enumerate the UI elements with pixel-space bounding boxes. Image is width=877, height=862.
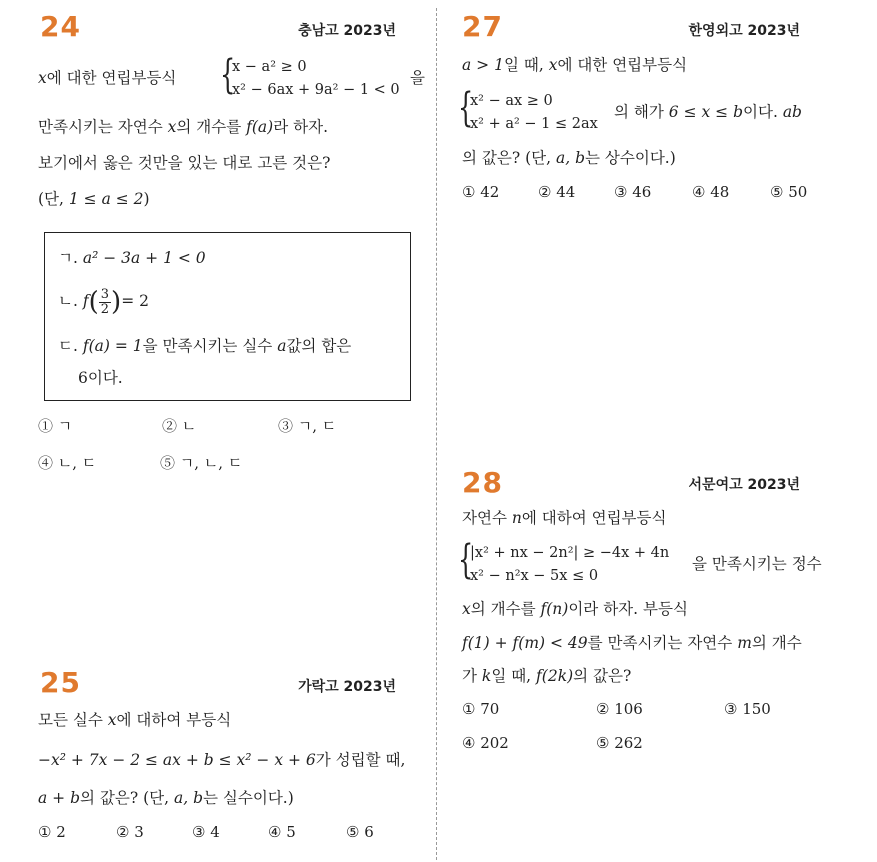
problem-source-24: 충남고 2023년 (298, 23, 396, 39)
p28-choice-4[interactable]: ④ 202 (462, 734, 509, 752)
p28-choice-2[interactable]: ② 106 (596, 700, 643, 718)
p24-choice-5[interactable]: ⑤ ㄱ, ㄴ, ㄷ (160, 454, 243, 472)
p28-line5: 가 k일 때, f(2k)의 값은? (462, 667, 632, 685)
p24-system-brace: { (220, 52, 236, 98)
p27-system-brace: { (458, 85, 474, 131)
column-divider (436, 8, 437, 860)
p27-choice-2[interactable]: ② 44 (538, 183, 576, 201)
p28-system-brace: { (458, 537, 474, 583)
p24-item-d-line2: 6이다. (78, 369, 123, 387)
p24-fraction: $\frac{3}{2}$ (100, 286, 110, 317)
problem-source-27: 한영외고 2023년 (688, 23, 800, 39)
p25-choice-1[interactable]: ① 2 (38, 823, 66, 841)
p24-choice-1[interactable]: ① ㄱ (38, 417, 73, 435)
p25-choice-3[interactable]: ③ 4 (192, 823, 220, 841)
p28-line1: 자연수 n에 대하여 연립부등식 (462, 509, 667, 527)
problem-number-25: 25 (40, 666, 81, 699)
p24-eq2: x² − 6ax + 9a² − 1 < 0 (232, 82, 400, 98)
p27-line1: a > 1일 때, x에 대한 연립부등식 (462, 56, 688, 74)
p24-eul: 을 (410, 69, 425, 87)
p25-choice-2[interactable]: ② 3 (116, 823, 144, 841)
p28-eq1: |x² + nx − 2n²| ≥ −4x + 4n (470, 545, 670, 561)
p24-eq1: x − a² ≥ 0 (232, 59, 307, 75)
p24-intro: x에 대한 연립부등식 (38, 69, 177, 87)
problem-number-27: 27 (462, 10, 503, 43)
p24-line3: 보기에서 옳은 것만을 있는 대로 고른 것은? (38, 154, 331, 172)
p27-eq1: x² − ax ≥ 0 (470, 93, 553, 109)
p27-line3: 의 값은? (단, a, b는 상수이다.) (462, 149, 676, 167)
p28-eq2: x² − n²x − 5x ≤ 0 (470, 568, 599, 584)
problem-number-24: 24 (40, 10, 81, 43)
p27-eq2: x² + a² − 1 ≤ 2ax (470, 116, 598, 132)
p24-item-n: ㄴ. f( $\frac{3}{2}$ )= 2 (58, 286, 149, 317)
p28-choice-3[interactable]: ③ 150 (724, 700, 771, 718)
p28-side-text: 을 만족시키는 정수 (692, 555, 822, 573)
p25-line2: −x² + 7x − 2 ≤ ax + b ≤ x² − x + 6가 성립할 때, (38, 751, 406, 769)
p24-choice-3[interactable]: ③ ㄱ, ㄷ (278, 417, 337, 435)
p24-condition: (단, 1 ≤ a ≤ 2) (38, 190, 150, 208)
problem-number-28: 28 (462, 466, 503, 499)
p25-choice-5[interactable]: ⑤ 6 (346, 823, 374, 841)
p27-choice-4[interactable]: ④ 48 (692, 183, 730, 201)
p28-choice-1[interactable]: ① 70 (462, 700, 500, 718)
p25-choice-4[interactable]: ④ 5 (268, 823, 296, 841)
p24-choice-4[interactable]: ④ ㄴ, ㄷ (38, 454, 97, 472)
p27-choice-3[interactable]: ③ 46 (614, 183, 652, 201)
p28-choice-5[interactable]: ⑤ 262 (596, 734, 643, 752)
problem-source-28: 서문여고 2023년 (688, 477, 800, 493)
p24-item-d: ㄷ. f(a) = 1을 만족시키는 실수 a값의 합은 (58, 337, 352, 355)
p27-choice-5[interactable]: ⑤ 50 (770, 183, 808, 201)
p24-line2: 만족시키는 자연수 x의 개수를 f(a)라 하자. (38, 118, 328, 136)
p28-line3: x의 개수를 f(n)이라 하자. 부등식 (462, 600, 688, 618)
problem-source-25: 가락고 2023년 (298, 679, 396, 695)
p27-choice-1[interactable]: ① 42 (462, 183, 500, 201)
p24-item-g: ㄱ. a² − 3a + 1 < 0 (58, 249, 206, 267)
p28-line4: f(1) + f(m) < 49를 만족시키는 자연수 m의 개수 (462, 634, 802, 652)
p24-choice-2[interactable]: ② ㄴ (162, 417, 197, 435)
p27-solution: 의 해가 6 ≤ x ≤ b이다. ab (614, 103, 802, 121)
p25-line3: a + b의 값은? (단, a, b는 실수이다.) (38, 789, 294, 807)
p25-line1: 모든 실수 x에 대하여 부등식 (38, 711, 232, 729)
